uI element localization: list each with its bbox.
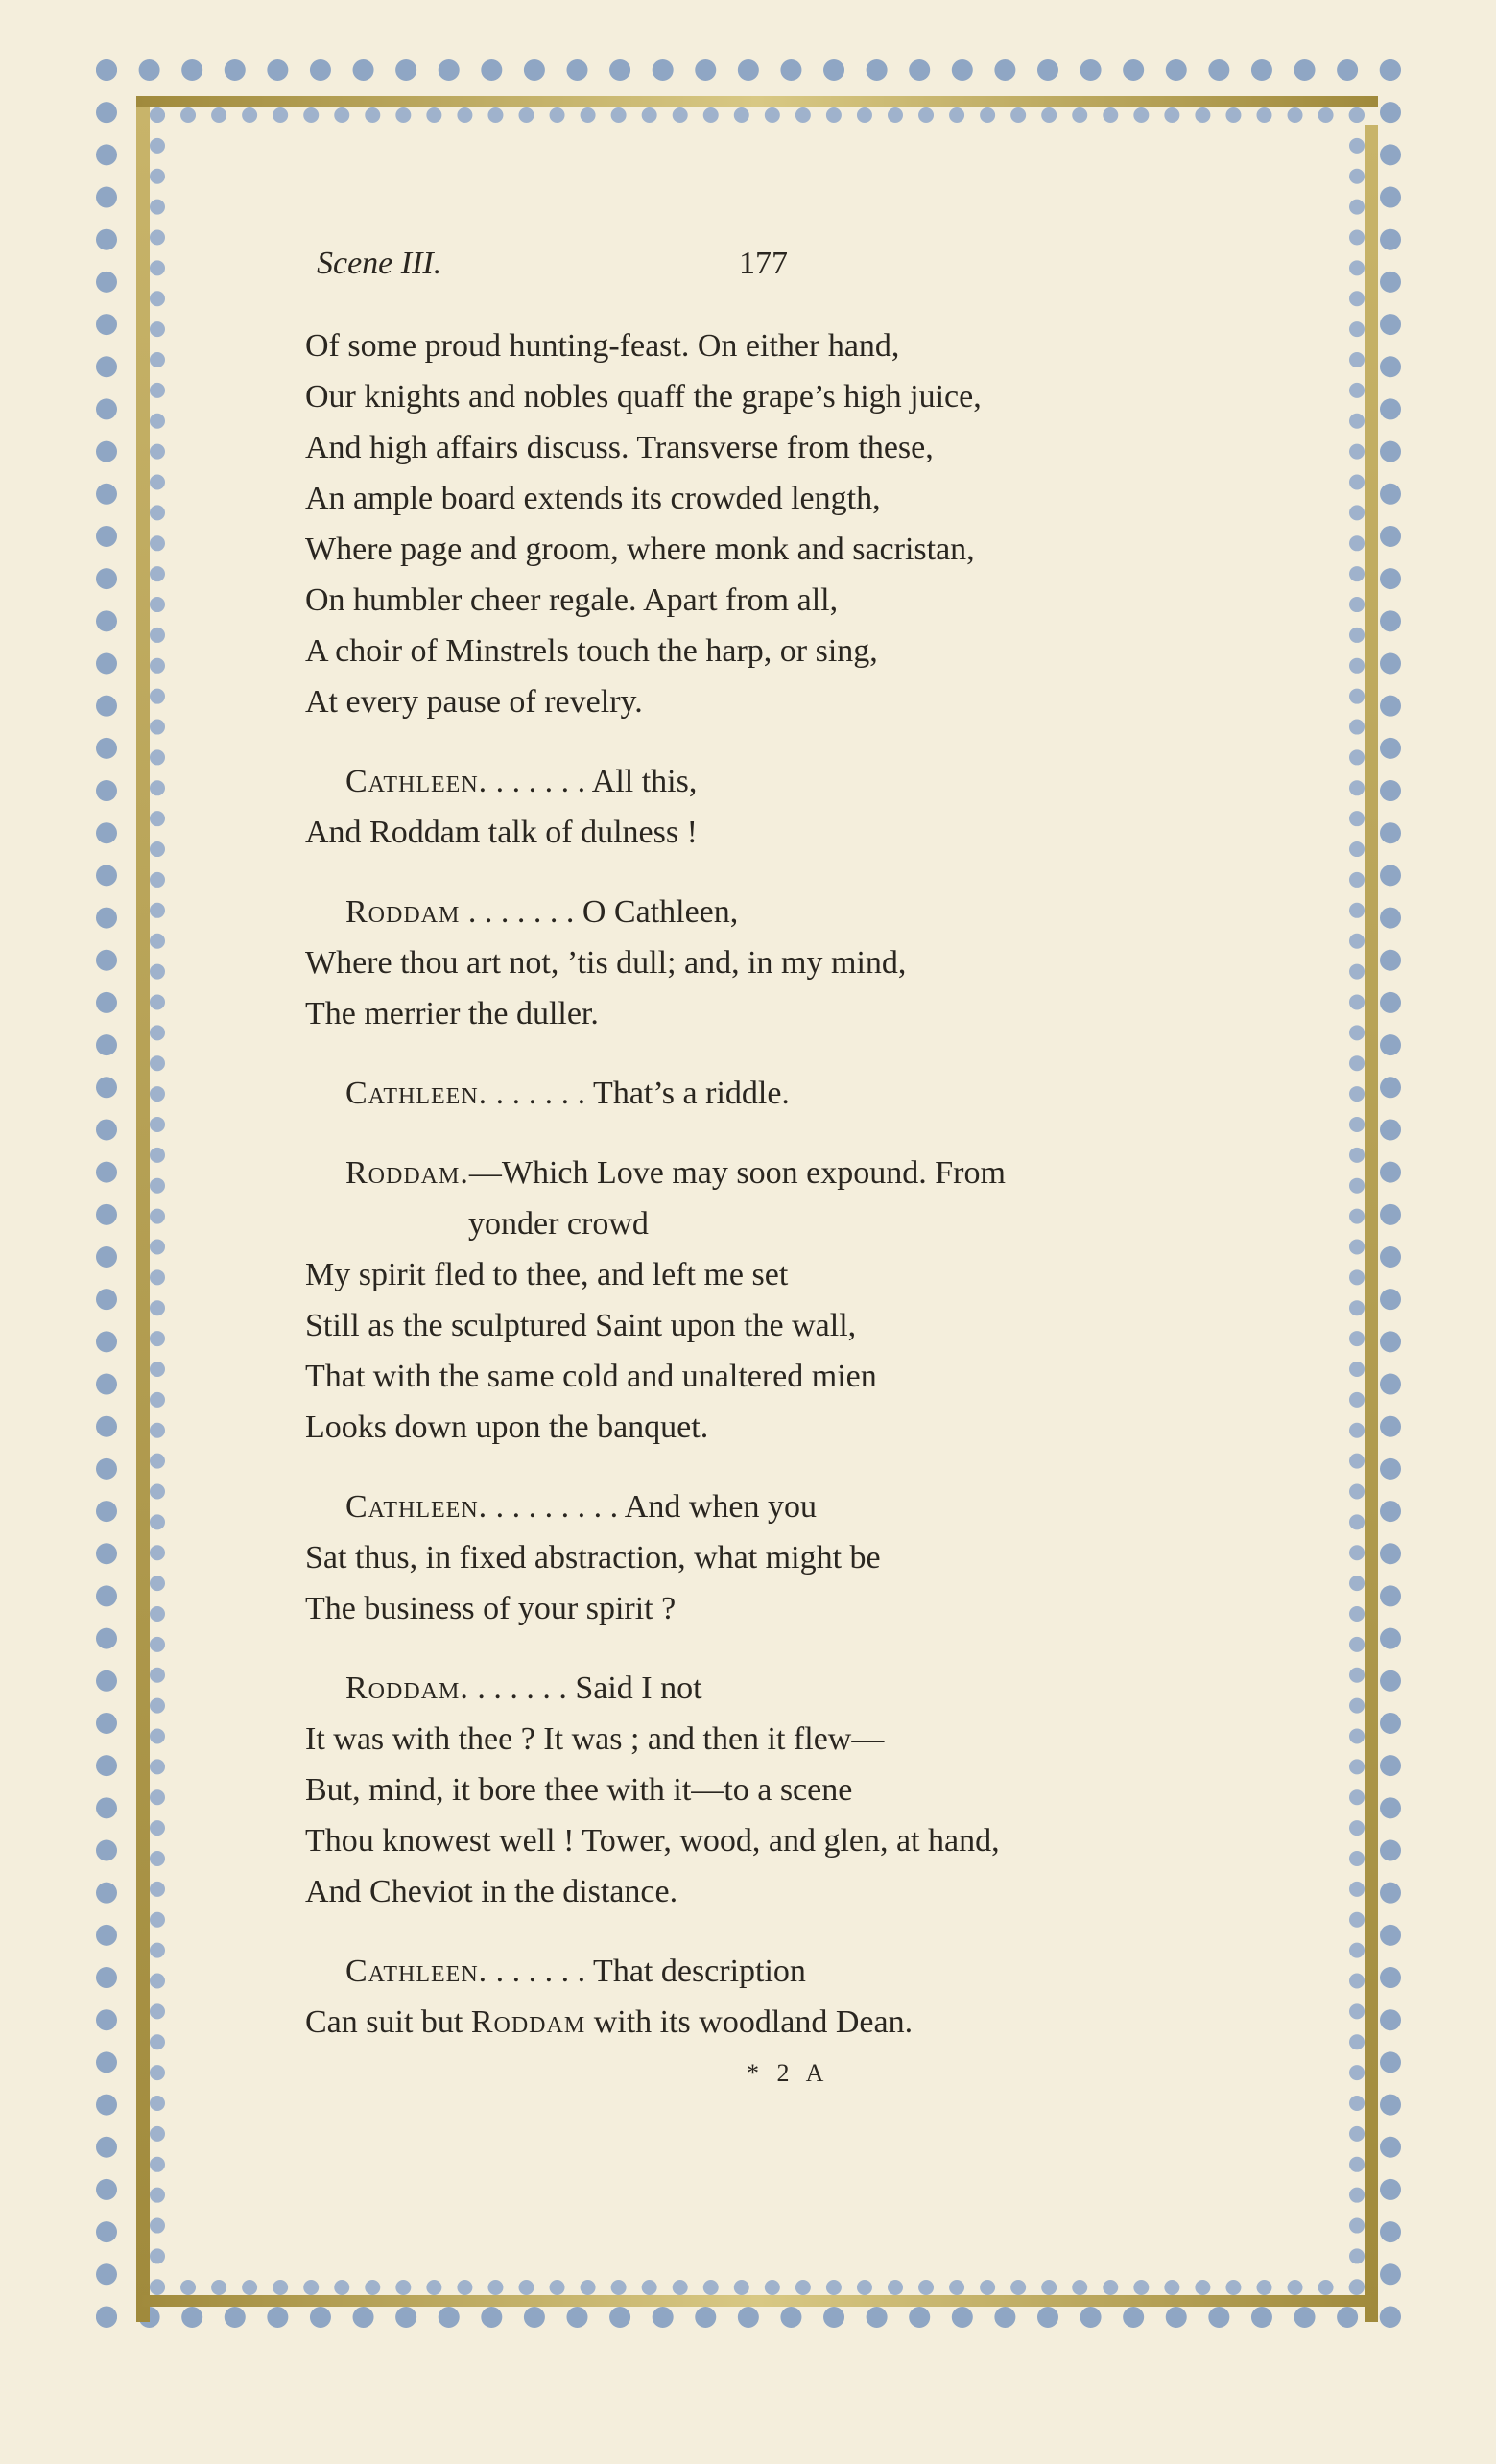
- verse-line: Of some proud hunting-feast. On either hand,: [305, 328, 900, 364]
- leader-dots: . . . . . .: [468, 1670, 576, 1706]
- verse-line: It was with thee ? It was ; and then it flew—: [305, 1721, 885, 1757]
- speech-heading: [305, 1663, 1284, 1714]
- speaker-name: Cathleen.: [345, 1489, 488, 1525]
- speaker-name: Roddam: [345, 894, 461, 930]
- leader-dots: . . . . . .: [487, 764, 592, 799]
- speaker-name: Roddam.: [345, 1155, 469, 1191]
- speaker-name: Cathleen.: [345, 764, 488, 799]
- speech-text: O Cathleen,: [582, 894, 739, 930]
- leader-dots: . . . . . . .: [460, 894, 582, 930]
- gold-rule-left: [136, 96, 150, 2322]
- speech-text: —Which Love may soon expound. From: [468, 1155, 1006, 1191]
- running-header: [305, 238, 1284, 296]
- speech-text: Said I not: [575, 1670, 702, 1706]
- speech-text: That description: [593, 1954, 806, 1989]
- page-text: [305, 238, 1284, 2098]
- speech-text: And when you: [624, 1489, 817, 1525]
- verse-line: Where page and groom, where monk and sacristan,: [305, 532, 975, 567]
- verse-line: At every pause of revelry.: [305, 684, 643, 720]
- speech-heading: [305, 1148, 1284, 1198]
- speech-heading: [305, 1946, 1284, 1997]
- leader-dots: . . . . . .: [487, 1954, 594, 1989]
- gold-rule-bottom: [136, 2295, 1378, 2307]
- speech-heading: [305, 756, 1284, 807]
- speaker-name: Cathleen.: [345, 1076, 488, 1111]
- signature-mark: * 2 A: [747, 2059, 830, 2087]
- page-number: 177: [739, 246, 788, 281]
- scene-title: Scene III.: [317, 246, 442, 281]
- verse-line: Still as the sculptured Saint upon the wall,: [305, 1308, 857, 1343]
- verse-line: A choir of Minstrels touch the harp, or sing,: [305, 633, 878, 669]
- speaker-name: Cathleen.: [345, 1954, 488, 1989]
- verse-line: The merrier the duller.: [305, 996, 599, 1031]
- verse-fragment: with its woodland Dean.: [585, 2004, 914, 2040]
- verse-line: Sat thus, in fixed abstraction, what might be: [305, 1540, 881, 1576]
- verse-line: An ample board extends its crowded length,: [305, 481, 881, 516]
- verse-line: [305, 1997, 1284, 2048]
- verse-line: And Roddam talk of dulness !: [305, 815, 698, 850]
- verse-line: Where thou art not, ’tis dull; and, in my mind,: [305, 945, 907, 981]
- verse-line: yonder crowd: [468, 1206, 649, 1242]
- verse-line: My spirit fled to thee, and left me set: [305, 1257, 789, 1292]
- speech-heading: [305, 1068, 1284, 1119]
- verse-line: On humbler cheer regale. Apart from all,: [305, 582, 839, 618]
- verse-line: And high affairs discuss. Transverse from these,: [305, 430, 934, 465]
- speech-heading: [305, 1481, 1284, 1532]
- leader-dots: . . . . . . . .: [487, 1489, 625, 1525]
- gold-rule-right: [1365, 125, 1378, 2322]
- verse-line: The business of your spirit ?: [305, 1591, 677, 1626]
- verse-fragment: Can suit but: [305, 2004, 471, 2040]
- verse-line: And Cheviot in the distance.: [305, 1874, 678, 1909]
- verse-line: That with the same cold and unaltered mien: [305, 1359, 877, 1394]
- speech-text: All this,: [591, 764, 698, 799]
- speaker-name: Roddam.: [345, 1670, 469, 1706]
- speaker-name-inline: Roddam: [470, 2004, 586, 2040]
- leader-dots: . . . . . .: [487, 1076, 594, 1111]
- gold-rule-top: [136, 96, 1378, 107]
- speech-text: That’s a riddle.: [593, 1076, 790, 1111]
- verse-line: Looks down upon the banquet.: [305, 1410, 709, 1445]
- verse-line: Thou knowest well ! Tower, wood, and glen, at hand,: [305, 1823, 1000, 1859]
- speech-heading: [305, 887, 1284, 937]
- verse-line: But, mind, it bore thee with it—to a scene: [305, 1772, 853, 1808]
- verse-line: Our knights and nobles quaff the grape’s high juice,: [305, 379, 982, 415]
